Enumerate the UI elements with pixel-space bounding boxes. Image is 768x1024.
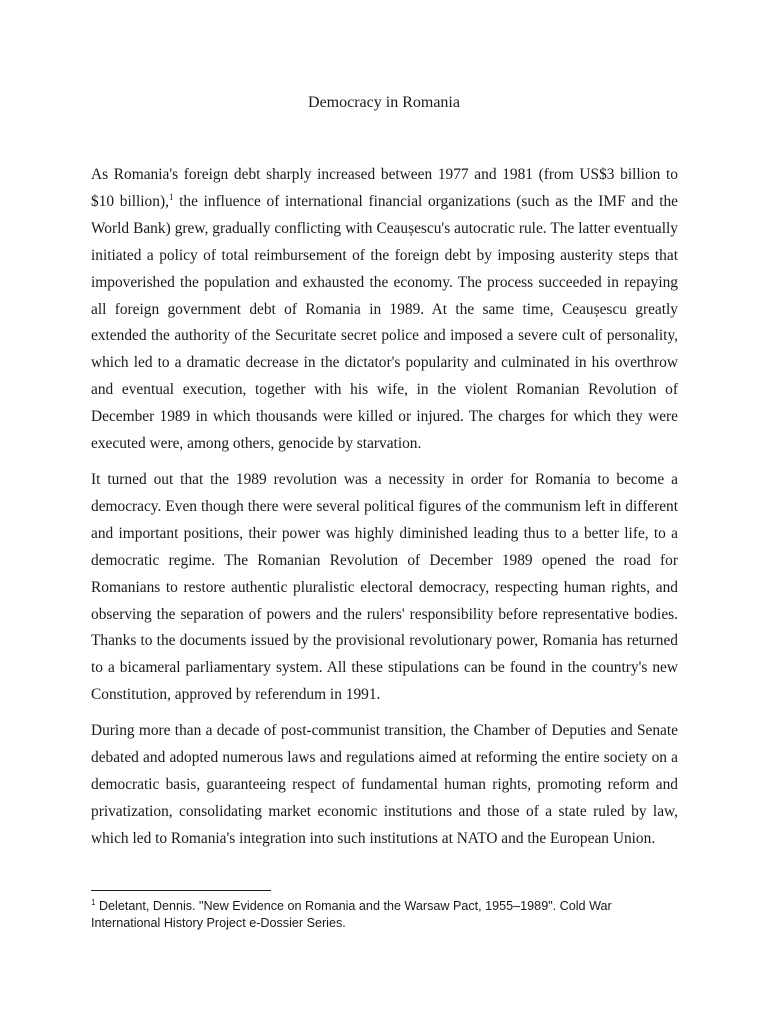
paragraph-1-text-start: As Romania's foreign debt sharply increased between 1977 and 1981 (from US$3 billion to $10 billion), (91, 166, 678, 210)
document-body (91, 162, 678, 862)
paragraph-2: It turned out that the 1989 revolution was a necessity in order for Romania to become a democracy. Even though there were several political figures of the communism left in different and important positions, their power was highly diminished leading thus to a better life, to a democratic regime. The Romanian Revolution of December 1989 opened the road for Romanians to restore authentic pluralistic electoral democracy, respecting human rights, and observing the separation of powers and the rulers' responsibility before representative bodies. Thanks to the documents issued by the provisional revolutionary power, Romania has returned to a bicameral parliamentary system. All these stipulations can be found in the country's new Constitution, approved by referendum in 1991. (91, 470, 678, 704)
paragraph-3: During more than a decade of post-communist transition, the Chamber of Deputies and Senate debated and adopted numerous laws and regulations aimed at reforming the entire society on a democratic basis, guaranteeing respect of fundamental human rights, promoting reform and privatization, consolidating market economic institutions and those of a state ruled by law, which led to Romania's integration into such institutions at NATO and the European Union. (91, 722, 678, 847)
page-title: Democracy in Romania (308, 94, 460, 111)
paragraph-1 (91, 162, 678, 458)
paragraph-1-text-rest: the influence of international financial organizations (such as the IMF and the World Bank) grew, gradually conflicting with Ceaușescu's autocratic rule. The latter eventually initiated a policy of total reimbursement of the foreign debt by imposing austerity steps that impoverished the population and exhausted the economy. The process succeeded in repaying all foreign government debt of Romania in 1989. At the same time, Ceaușescu greatly extended the authority of the Securitate secret police and imposed a severe cult of personality, which led to a dramatic decrease in the dictator's popularity and culminated in his overthrow and eventual execution, together with his wife, in the violent Romanian Revolution of December 1989 in which thousands were killed or injured. The charges for which they were executed were, among others, genocide by starvation. (91, 192, 679, 453)
footnote-reference: 1 (168, 191, 174, 202)
footnote-mark: 1 (91, 897, 96, 907)
footnote-text: Deletant, Dennis. "New Evidence on Romania and the Warsaw Pact, 1955–1989". Cold War International History Project e-Dossier Series. (91, 899, 612, 930)
footnote (91, 898, 678, 932)
footnote-divider (91, 890, 271, 891)
